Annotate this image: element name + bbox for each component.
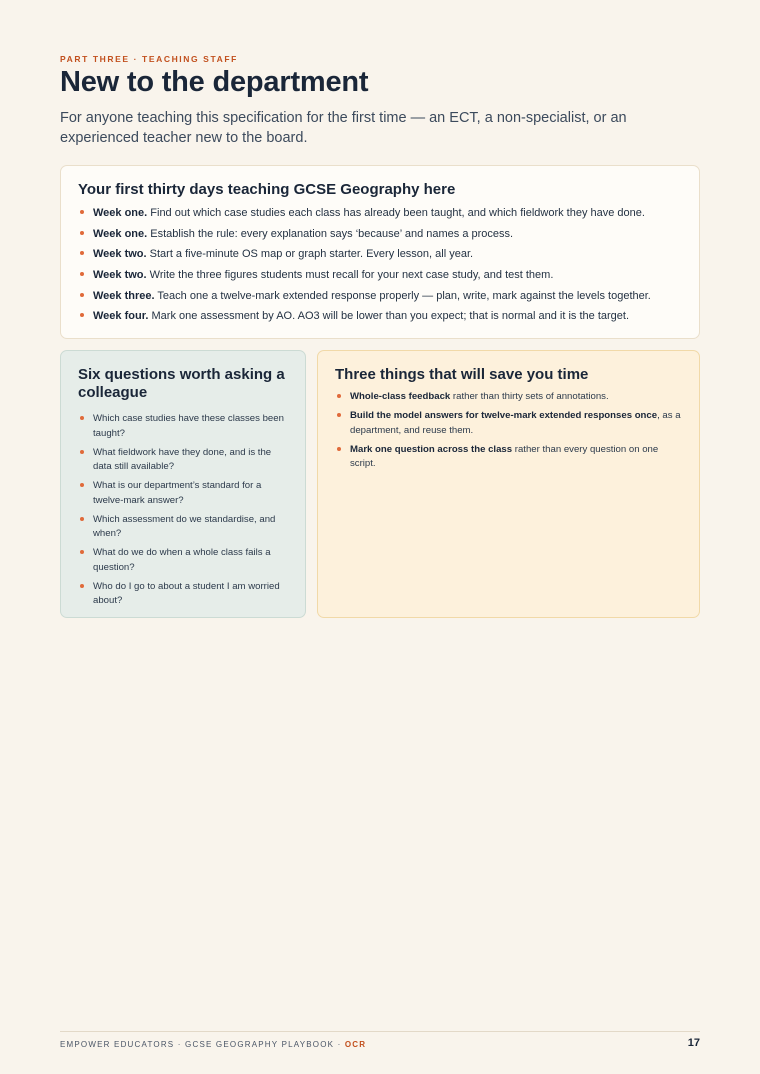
time-savers-list (335, 390, 683, 472)
item-text: Establish the rule: every explanation says ‘because’ and names a process. (147, 227, 514, 240)
item-lead: Week three. (93, 289, 155, 302)
item-text: rather than every question on one script. (350, 443, 659, 469)
list-item: What is our department’s standard for a twelve-mark answer? (78, 479, 289, 508)
first-thirty-days-list (78, 206, 683, 324)
item-text: Find out which case studies each class has already been taught, and which fieldwork they have done. (147, 207, 645, 219)
list-item (78, 227, 683, 242)
item-lead: Week two. (93, 269, 147, 282)
list-item: Who do I go to about a student I am worried about? (78, 580, 289, 609)
list-item: What do we do when a whole class fails a question? (78, 546, 289, 575)
page-number: 17 (687, 1037, 700, 1049)
page-title: New to the department (60, 66, 369, 98)
list-item (335, 409, 683, 438)
item-lead: Week two. (93, 248, 147, 261)
item-text: Mark one assessment by AO. AO3 will be lower than you expect; that is normal and it is the target. (148, 310, 630, 323)
item-lead: Week four. (93, 310, 149, 323)
page-lede: For anyone teaching this specification for the first time — an ECT, a non-specialist, or an experienced teacher new to the board. (60, 110, 627, 146)
list-item (78, 247, 683, 262)
list-item: Which assessment do we standardise, and when? (78, 513, 289, 542)
footer-board: OCR (344, 1040, 367, 1049)
first-thirty-days-card (60, 165, 700, 339)
questions-list (78, 412, 289, 609)
item-lead: Week one. (93, 207, 148, 219)
item-text: , as a department, and reuse them. (350, 410, 681, 436)
section-eyebrow: PART THREE · TEACHING STAFF (60, 54, 238, 64)
item-text: Write the three figures students must recall for your next case study, and test them. (146, 269, 554, 282)
footer (60, 1040, 700, 1049)
first-thirty-days-heading: Your first thirty days teaching GCSE Geography here (78, 181, 456, 198)
list-item (78, 268, 683, 283)
item-lead: Mark one question across the class (350, 443, 513, 455)
list-item (335, 443, 683, 472)
time-savers-heading: Three things that will save you time (335, 366, 589, 383)
item-lead: Whole-class feedback (350, 391, 451, 402)
list-item: What fieldwork have they done, and is the data still available? (78, 446, 289, 475)
list-item (78, 289, 683, 304)
time-savers-card (317, 350, 700, 618)
list-item: Which case studies have these classes been taught? (78, 412, 289, 441)
item-text: Start a five-minute OS map or graph starter. Every lesson, all year. (146, 248, 474, 261)
list-item (335, 390, 683, 405)
item-lead: Build the model answers for twelve-mark extended responses once (350, 410, 658, 421)
questions-card (60, 350, 306, 618)
footer-text: EMPOWER EDUCATORS · GCSE GEOGRAPHY PLAYBOOK · (60, 1040, 345, 1049)
list-item (78, 206, 683, 221)
questions-heading: Six questions worth asking a colleague (78, 366, 285, 401)
list-item (78, 309, 683, 324)
footer-divider (60, 1031, 700, 1032)
item-lead: Week one. (93, 227, 148, 240)
item-text: Teach one a twelve-mark extended response properly — plan, write, mark against the levels together. (154, 289, 651, 302)
item-text: rather than thirty sets of annotations. (450, 391, 609, 402)
